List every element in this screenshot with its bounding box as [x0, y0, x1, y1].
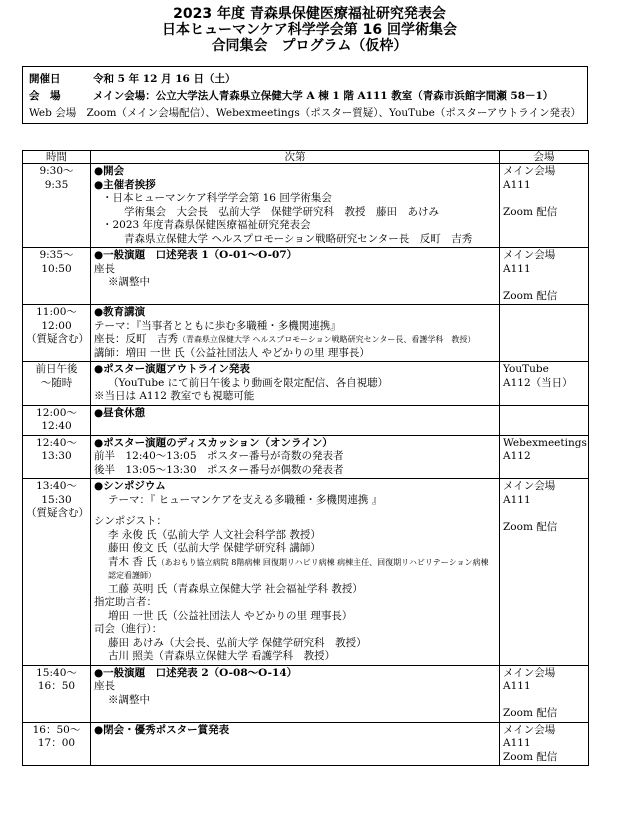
program-text: ・2023 年度青森県保健医療福祉研究発表会: [102, 219, 311, 231]
venue-text: Zoom 配信: [503, 289, 558, 302]
program-heading: [94, 363, 496, 377]
venue-text: [503, 192, 585, 206]
program-line: [94, 610, 496, 624]
venue-cell: [500, 405, 589, 435]
program-text: ※調整中: [108, 693, 150, 706]
venue-text: A111: [503, 262, 531, 275]
program-text: ●ポスター演題アウトライン発表: [94, 363, 250, 375]
time-text: 12:00: [41, 319, 72, 332]
program-cell: [91, 305, 500, 362]
affiliation-note: （あおもり協立病院 8階病棟 回復期リハビリ病棟 病棟主任、回復期リハビリテーション病棟認定看護師）: [108, 557, 489, 580]
header-program: 次第: [91, 151, 500, 164]
time-cell: [23, 248, 91, 305]
venue-text: Webexmeetings: [503, 436, 587, 449]
venue-cell: [500, 248, 589, 305]
program-cell: [91, 435, 500, 479]
program-line: [94, 263, 496, 277]
program-heading: [94, 179, 496, 193]
time-text: 12:00～: [36, 406, 77, 419]
venue-text: [503, 694, 585, 708]
venue-text: メイン会場: [503, 249, 556, 261]
venue-text: Zoom 配信: [503, 205, 558, 218]
program-line: [94, 390, 496, 404]
program-text: ・日本ヒューマンケア科学学会第 16 回学術集会: [102, 192, 332, 204]
program-text: ※調整中: [108, 276, 150, 288]
venue-text: Zoom 配信: [503, 750, 558, 763]
program-text: 学術集会 大会長 弘前大学 保健学研究科 教授 藤田 あけみ: [124, 205, 439, 218]
venue-text: メイン会場: [503, 480, 556, 492]
program-line: [94, 320, 496, 334]
program-cell: [91, 722, 500, 766]
program-line: [94, 515, 496, 529]
program-text: 青森県立保健大学 ヘルスプロモーション戦略研究センター長 反町 吉秀: [124, 232, 473, 245]
header-time: 時間: [23, 151, 91, 164]
program-text: ●一般演題 口述発表 1（O-01～O-07）: [94, 249, 298, 261]
venue-text: A111: [503, 680, 531, 692]
program-text: テーマ：『当事者とともに歩む多職種・多機関連携』: [94, 319, 341, 332]
program-line: [94, 507, 496, 515]
program-text: ●一般演題 口述発表 2（O-08～O-14）: [94, 666, 298, 679]
table-row: [23, 305, 589, 362]
program-line: [94, 637, 496, 651]
program-cell: [91, 164, 500, 248]
program-text: ●昼食休憩: [94, 406, 146, 419]
program-cell: [91, 405, 500, 435]
program-text: 座長: [94, 680, 115, 692]
program-text: 指定助言者：: [94, 596, 157, 608]
time-text: 9:30～: [39, 165, 74, 177]
venue-cell: [500, 362, 589, 406]
time-text: 13:40～: [36, 480, 77, 492]
title-line-1: 2023 年度 青森県保健医療福祉研究発表会: [173, 6, 446, 22]
program-text: 青木 香 氏: [108, 555, 157, 568]
table-row: [23, 722, 589, 766]
venue-text: メイン会場: [503, 666, 556, 679]
program-heading: [94, 249, 496, 263]
venue-text: Zoom 配信: [503, 520, 558, 533]
venue-text: A111: [503, 737, 531, 749]
program-text: テーマ：『 ヒューマンケアを支える多職種・多機関連携 』: [108, 493, 383, 506]
time-text: 16：50～: [32, 723, 81, 736]
program-text: シンポジスト：: [94, 515, 167, 527]
table-row: [23, 665, 589, 722]
program-text: 講師：増田 一世 氏（公益社団法人 やどかりの里 理事長）: [94, 346, 370, 359]
venue-text: メイン会場: [503, 723, 556, 736]
time-text: （質疑含む）: [26, 333, 89, 345]
program-line: [94, 694, 496, 708]
venue-text: A111: [503, 178, 531, 191]
time-text: 16：50: [37, 680, 76, 692]
program-text: ●シンポジウム: [94, 480, 166, 492]
program-line: [94, 219, 496, 233]
web-label: Web 会場: [29, 107, 77, 119]
program-text: 李 永俊 氏（弘前大学 人文社会科学部 教授）: [108, 528, 321, 541]
program-cell: [91, 248, 500, 305]
program-line: [94, 542, 496, 556]
program-text: ●ポスター演題のディスカッション（オンライン）: [94, 436, 333, 449]
table-row: [23, 479, 589, 666]
program-body: [23, 164, 589, 766]
program-heading: [94, 480, 496, 494]
venue-row: [29, 88, 581, 105]
venue-label: 会 場: [29, 90, 61, 102]
program-line: [94, 529, 496, 543]
venue-text: [503, 507, 585, 521]
venue-text: [503, 276, 585, 290]
time-text: 17：00: [37, 737, 76, 749]
program-table: [22, 150, 589, 766]
time-cell: [23, 164, 91, 248]
venue-cell: [500, 722, 589, 766]
web-value: Zoom（メイン会場配信）、Webexmeetings（ポスター質疑）、YouTube（ポスターアウトライン発表）: [86, 107, 581, 119]
venue-text: A112: [503, 450, 531, 462]
venue-cell: [500, 435, 589, 479]
program-line: [94, 276, 496, 290]
venue-cell: [500, 665, 589, 722]
venue-cell: [500, 305, 589, 362]
program-line: [94, 494, 496, 508]
title-line-2: 日本ヒューマンケア科学学会第 16 回学術集会: [162, 22, 457, 38]
time-cell: [23, 479, 91, 666]
time-text: 13:30: [41, 450, 72, 462]
date-value: 令和 5 年 12 月 16 日（土）: [93, 73, 236, 85]
time-text: ～随時: [40, 376, 73, 389]
venue-text: A112（当日）: [503, 376, 573, 389]
program-line: [94, 377, 496, 391]
time-cell: [23, 305, 91, 362]
time-cell: [23, 722, 91, 766]
program-cell: [91, 479, 500, 666]
venue-value: メイン会場：公立大学法人青森県立保健大学 A 棟 1 階 A111 教室（青森市浜館字間瀬 58－1）: [93, 90, 554, 102]
table-header-row: [23, 151, 589, 164]
program-text: 古川 照美（青森県立保健大学 看護学科 教授）: [108, 650, 336, 662]
program-text: 工藤 英明 氏（青森県立保健大学 社会福祉学科 教授）: [108, 582, 363, 595]
time-cell: [23, 435, 91, 479]
program-text: ※当日は A112 教室でも視聴可能: [94, 390, 255, 402]
venue-text: YouTube: [503, 363, 549, 375]
program-heading: [94, 407, 496, 421]
affiliation-note: （青森県立保健大学 ヘルスプロモーション戦略研究センター長、看護学科 教授）: [178, 335, 476, 344]
program-text: 座長：反町 吉秀: [94, 333, 178, 345]
program-heading: [94, 724, 496, 738]
program-heading: [94, 437, 496, 451]
venue-text: A111: [503, 493, 531, 506]
table-row: [23, 248, 589, 305]
program-heading: [94, 165, 496, 179]
table-row: [23, 362, 589, 406]
date-row: [29, 71, 581, 88]
program-line: [94, 556, 496, 583]
time-cell: [23, 362, 91, 406]
table-row: [23, 435, 589, 479]
time-text: 15:40～: [36, 666, 77, 679]
program-text: ●開会: [94, 165, 125, 177]
time-cell: [23, 665, 91, 722]
time-text: 9:35～: [39, 249, 74, 261]
program-heading: [94, 667, 496, 681]
program-line: [94, 450, 496, 464]
program-text: ●閉会・優秀ポスター賞発表: [94, 723, 230, 736]
program-cell: [91, 362, 500, 406]
event-info-box: [22, 66, 588, 124]
program-text: ●主催者挨拶: [94, 178, 156, 191]
program-line: [94, 192, 496, 206]
program-text: 藤田 あけみ（大会長、弘前大学 保健学研究科 教授）: [108, 636, 367, 649]
program-line: [94, 206, 496, 220]
time-text: 12:40: [41, 420, 72, 432]
table-row: [23, 164, 589, 248]
time-text: （質疑含む）: [26, 507, 89, 519]
time-cell: [23, 405, 91, 435]
program-text: 増田 一世 氏（公益社団法人 やどかりの里 理事長）: [108, 609, 353, 622]
table-row: [23, 405, 589, 435]
time-text: 12:40～: [36, 436, 77, 449]
venue-cell: [500, 479, 589, 666]
date-label: 開催日: [29, 73, 61, 85]
program-cell: [91, 665, 500, 722]
venue-cell: [500, 164, 589, 248]
program-line: [94, 464, 496, 478]
venue-text: Zoom 配信: [503, 707, 558, 719]
program-text: （YouTube にて前日午後より動画を限定配信、各自視聴）: [108, 376, 389, 389]
title-block: [0, 6, 619, 54]
program-line: [94, 680, 496, 694]
program-line: [94, 333, 496, 347]
web-row: [29, 105, 581, 122]
program-text: 藤田 俊文 氏（弘前大学 保健学研究科 講師）: [108, 542, 321, 554]
program-text: 座長: [94, 262, 115, 275]
program-line: [94, 347, 496, 361]
program-text: 前半 12:40～13:05 ポスター番号が奇数の発表者: [94, 450, 344, 462]
program-line: [94, 650, 496, 664]
program-text: 後半 13:05～13:30 ポスター番号が偶数の発表者: [94, 463, 344, 476]
time-text: 前日午後: [35, 363, 78, 375]
header-venue: 会場: [500, 151, 589, 164]
time-text: 11:00～: [36, 306, 77, 318]
program-heading: [94, 306, 496, 320]
program-text: 司会（進行）：: [94, 623, 163, 635]
time-text: 15:30: [41, 493, 72, 506]
program-line: [94, 583, 496, 597]
time-text: 9:35: [44, 178, 69, 191]
program-text: ●教育講演: [94, 306, 146, 318]
program-line: [94, 623, 496, 637]
time-text: 10:50: [41, 262, 72, 275]
program-line: [94, 233, 496, 247]
title-line-3: 合同集会 プログラム（仮枠）: [211, 38, 408, 54]
program-line: [94, 596, 496, 610]
venue-text: メイン会場: [503, 165, 556, 177]
